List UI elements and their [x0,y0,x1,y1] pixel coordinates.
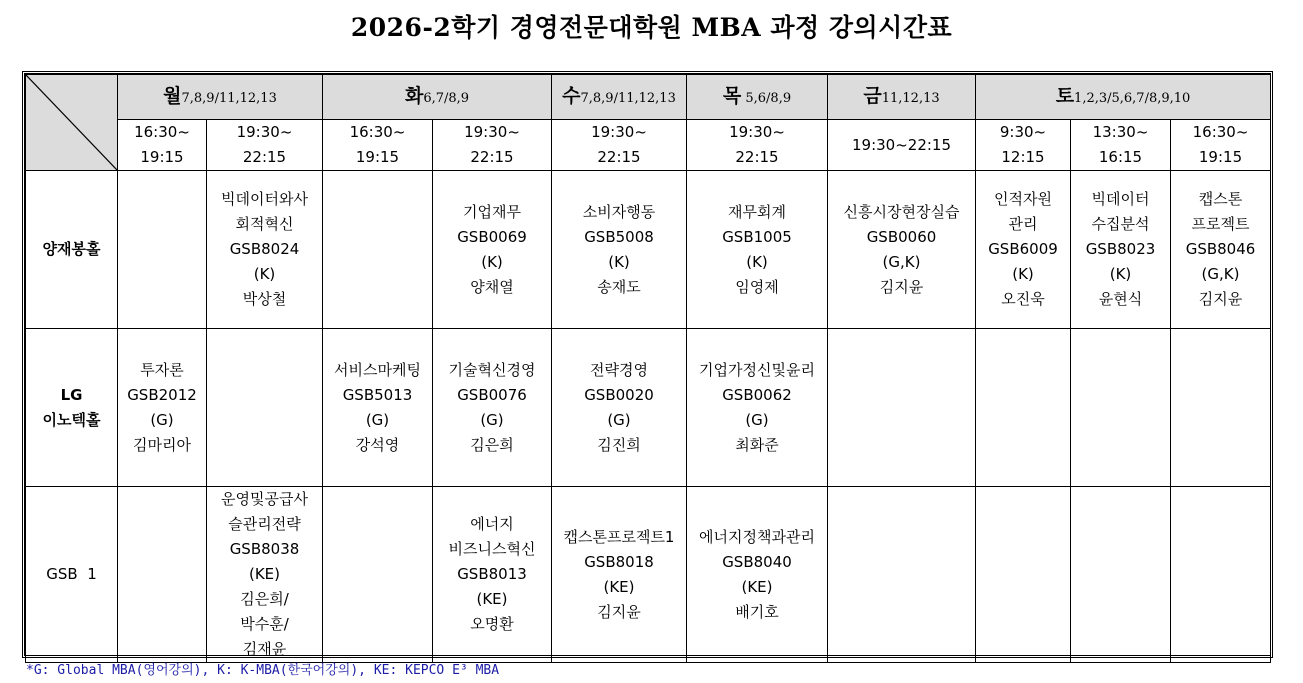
course-line: 에너지정책과관리 [699,527,815,546]
course-cell-empty [976,487,1071,663]
course-line: GSB5008 [584,227,654,246]
course-cell [323,329,433,487]
course-line: 오명환 [470,615,514,633]
legend-footnote: *G: Global MBA(영어강의), K: K-MBA(한국어강의), KE: KEPCO E³ MBA [26,663,500,678]
corner-diagonal [26,75,117,170]
time-line: 19:15 [355,148,400,166]
course-line: 김지윤 [597,602,641,621]
course-cell [687,487,828,663]
room-row-lg [26,329,1271,487]
room-name: 이노텍홀 [42,410,101,429]
day-name: 수 [562,84,581,107]
day-name: 월 [163,84,182,107]
room-label-gsb [26,487,118,663]
course-line: (K) [1012,265,1034,283]
course-cell [433,329,552,487]
course-cell-empty [828,329,976,487]
time-line: 16:30~ [1192,123,1249,141]
course-cell-empty [1071,329,1171,487]
time-line: 19:30~ [464,123,520,141]
time-cell-wed [552,120,687,171]
course-line: 송재도 [597,277,641,296]
course-line: GSB5013 [342,385,413,404]
course-cell [1071,171,1171,329]
course-cell-empty [1171,487,1271,663]
day-header-wed [552,75,687,120]
course-line: 소비자행동 [582,202,656,221]
time-line: 22:15 [470,148,514,166]
time-cell-fri [828,120,976,171]
day-header-fri [828,75,976,120]
course-line: 투자론 [140,360,184,379]
course-cell [552,171,687,329]
course-line: 김진희 [597,435,641,454]
course-line: (K) [608,252,630,271]
course-line: GSB8018 [584,552,654,571]
time-line: 22:15 [597,148,641,166]
time-line: 16:15 [1098,148,1143,166]
day-periods: 7,8,9/11,12,13 [181,90,277,106]
course-line: GSB8046 [1185,240,1256,258]
room-name: 양재봉홀 [42,240,101,258]
course-cell-empty [207,329,323,487]
course-line: 빅데이터와사 [221,190,308,208]
course-line: 프로젝트 [1191,215,1250,233]
course-cell [1171,171,1271,329]
course-line: 슬관리전략 [228,515,301,533]
day-periods: 11,12,13 [881,90,940,106]
course-line: 기업가정신및윤리 [699,360,815,379]
time-line: 16:30~ [349,123,406,141]
time-line: 19:15 [140,148,184,166]
course-line: 임영제 [735,277,779,296]
course-line: 기업재무 [463,202,521,221]
course-line: (G,K) [882,252,921,271]
room-label-lg [26,329,118,487]
day-periods: 7,8,9/11,12,13 [580,90,676,106]
course-line: GSB8013 [457,565,527,583]
course-line: 신흥시장현장실습 [843,202,960,221]
time-cell-sat1 [976,120,1071,171]
time-cell-sat2 [1071,120,1171,171]
course-line: 관리 [1008,215,1038,233]
course-line: 서비스마케팅 [334,360,421,379]
time-line: 13:30~ [1092,123,1149,141]
course-line: (KE) [741,577,773,596]
course-cell [552,329,687,487]
course-cell-empty [323,171,433,329]
day-name: 금 [863,84,882,107]
course-line: (G) [365,410,390,429]
course-line: 김마리아 [133,435,191,454]
day-periods: 6,7/8,9 [423,90,470,106]
course-cell-empty [1071,487,1171,663]
course-line: 김재윤 [242,640,287,658]
day-name: 토 [1055,84,1075,107]
course-line: 김은희/ [240,590,289,608]
course-line: 에너지 [470,515,514,533]
course-line: (KE) [248,565,281,583]
time-cell-mon1 [118,120,207,171]
course-cell [118,329,207,487]
course-cell [828,171,976,329]
room-name: LG [60,385,83,404]
course-line: 최화준 [735,435,779,454]
course-line: (K) [481,252,503,271]
room-name: GSB 1 [46,565,97,583]
course-line: 김지윤 [1198,290,1243,308]
course-line: GSB8040 [722,552,792,571]
header-time-row [26,120,1271,171]
room-row-yangjae [26,171,1271,329]
course-line: 배기호 [735,602,779,621]
course-line: GSB8024 [229,240,300,258]
time-line: 19:30~22:15 [851,135,952,154]
course-line: 빅데이터 [1091,190,1150,208]
course-cell [552,487,687,663]
course-line: GSB0062 [722,385,792,404]
course-line: 인적자원 [994,190,1052,208]
corner-cell [26,75,118,171]
time-line: 19:30~ [591,123,647,141]
day-periods: 5,6/8,9 [741,90,792,106]
time-line: 16:30~ [134,123,190,141]
day-header-thu [687,75,828,120]
course-line: (KE) [476,590,508,608]
course-cell [207,171,323,329]
time-line: 22:15 [735,148,779,166]
day-header-sat [976,75,1271,120]
course-cell [976,171,1071,329]
course-line: GSB8038 [229,540,300,558]
course-line: 양채열 [470,277,514,296]
room-label-yangjae [26,171,118,329]
course-line: 재무회계 [728,202,786,221]
time-line: 22:15 [242,148,287,166]
course-cell [433,487,552,663]
course-line: 운영및공급사 [221,490,308,508]
time-cell-tue2 [433,120,552,171]
course-cell [433,171,552,329]
course-line: (K) [253,265,276,283]
course-cell-empty [976,329,1071,487]
course-line: (G,K) [1201,265,1240,283]
course-cell-empty [828,487,976,663]
day-header-tue [323,75,552,120]
timetable [25,74,1271,663]
day-periods: 1,2,3/5,6,7/8,9,10 [1074,90,1191,106]
room-row-gsb [26,487,1271,663]
course-line: (G) [150,410,174,429]
course-line: 비즈니스혁신 [448,540,536,558]
course-line: GSB6009 [988,240,1058,258]
day-header-mon [118,75,323,120]
course-cell [687,329,828,487]
course-line: GSB0076 [457,385,527,404]
course-line: 박상철 [242,290,287,308]
course-line: 김지윤 [879,277,924,296]
course-line: (G) [607,410,631,429]
time-line: 9:30~ [999,123,1047,141]
course-line: 기술혁신경영 [448,360,536,379]
course-cell-empty [118,487,207,663]
day-name: 화 [404,84,424,107]
time-line: 19:15 [1198,148,1243,166]
course-line: 박수훈/ [240,615,289,633]
day-name: 목 [722,84,742,107]
course-line: GSB0069 [457,227,527,246]
course-line: 윤현식 [1098,290,1143,308]
course-line: (G) [745,410,769,429]
course-line: 회적혁신 [235,215,294,233]
course-line: (KE) [603,577,635,596]
course-line: GSB1005 [722,227,792,246]
course-line: 수집분석 [1091,215,1150,233]
time-cell-sat3 [1171,120,1271,171]
time-cell-thu [687,120,828,171]
course-line: 전략경영 [590,360,648,379]
course-line: 캡스톤프로젝트1 [563,527,675,546]
course-line: 김은희 [470,435,514,454]
course-cell-empty [118,171,207,329]
course-cell [687,171,828,329]
course-line: 오진욱 [1001,290,1045,308]
course-line: GSB0060 [866,227,937,246]
time-line: 19:30~ [729,123,785,141]
header-day-row [26,75,1271,120]
course-line: 캡스톤 [1198,190,1243,208]
course-cell [207,487,323,663]
course-line: GSB8023 [1085,240,1156,258]
course-line: (K) [746,252,768,271]
page-title: 2026-2학기 경영전문대학원 MBA 과정 강의시간표 [350,13,953,42]
time-line: 19:30~ [236,123,293,141]
course-line: (K) [1109,265,1132,283]
time-cell-mon2 [207,120,323,171]
time-cell-tue1 [323,120,433,171]
course-line: 강석영 [355,435,400,454]
course-cell-empty [1171,329,1271,487]
course-cell-empty [323,487,433,663]
course-line: (G) [480,410,504,429]
course-line: GSB2012 [127,385,197,404]
time-line: 12:15 [1001,148,1045,166]
course-line: GSB0020 [584,385,654,404]
